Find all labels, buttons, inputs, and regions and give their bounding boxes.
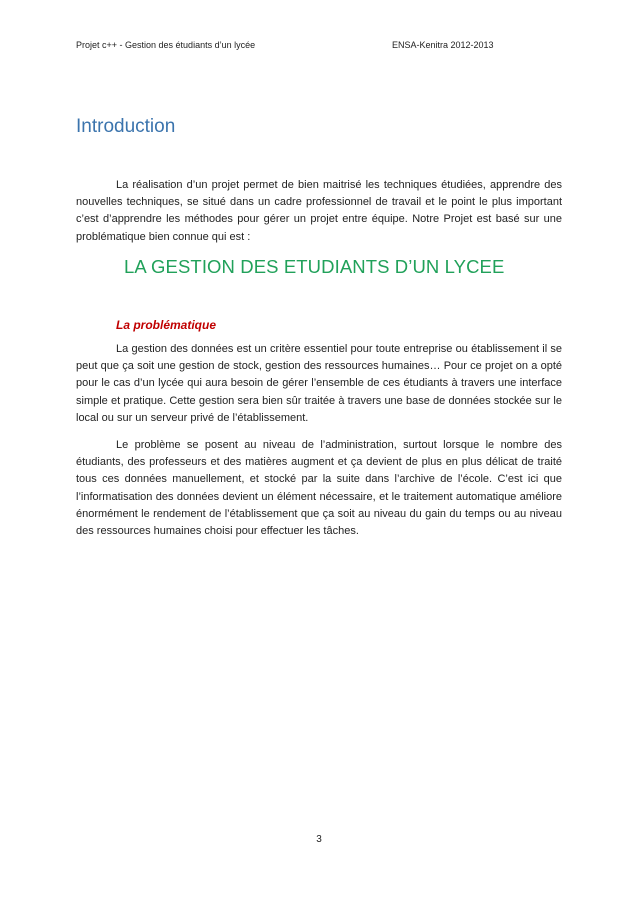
body-paragraph-3: Le problème se posent au niveau de l’administration, surtout lorsque le nombre des étudiants, des professeurs et des matières augment et ça devient de plus en plus délicat de traité tous ces données manuellement, et stocké par la suite dans l’archive de l’école. C’est ici que l’informatisation des données devient un élément nécessaire, et le traitement automatique améliore énormément le rendement de l’établissement que ça soit au niveau du gain du temps ou au niveau des ressources humaines choisi pour effectuer les tâches. <box>76 439 562 538</box>
header-document-title: Projet c++ - Gestion des étudiants d’un lycée <box>76 40 256 50</box>
subheading-problematique: La problématique <box>116 318 217 332</box>
main-heading: LA GESTION DES ETUDIANTS D’UN LYCEE <box>124 256 505 277</box>
section-title: Introduction <box>76 116 176 137</box>
intro-paragraph: La réalisation d’un projet permet de bien maitrisé les techniques étudiées, apprendre des nouvelles techniques, se situé dans un cadre professionnel de travail et le point le plus important c’est d’apprendre les méthodes pour gérer un projet entre équipe. Notre Projet est basé sur une problématique bien connue qui est : <box>76 179 562 243</box>
header-school-year: ENSA-Kenitra 2012-2013 <box>392 40 494 50</box>
page-header <box>76 40 562 54</box>
body-paragraph-2: La gestion des données est un critère essentiel pour toute entreprise ou établissement il se peut que ça soit une gestion de stock, gestion des ressources humaines… Pour ce projet on a opté pour le cas d’un lycée qui aura besoin de gérer l’ensemble de ces étudiants à travers une interface simple et pratique. Cette gestion sera bien sûr traitée à travers une base de données stockée sur le local ou sur un serveur privé de l’établissement. <box>76 343 562 424</box>
page-number: 3 <box>316 834 322 845</box>
